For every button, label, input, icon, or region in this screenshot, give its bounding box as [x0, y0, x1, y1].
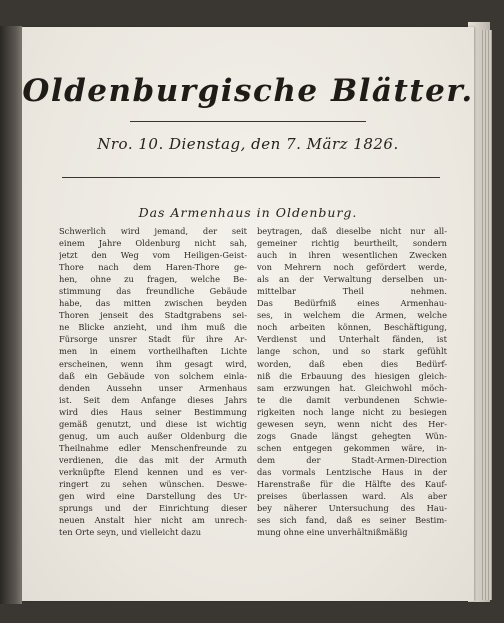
- text-line: von Mehrern noch gefördert werde,: [257, 262, 447, 273]
- text-line: Thore nach dem Haren-Thore ge-: [59, 262, 247, 273]
- text-column-right: [257, 225, 447, 538]
- text-line: lange schon, und so stark gefühlt: [257, 346, 447, 357]
- text-line: gemeiner richtig beurtheilt, sondern: [257, 238, 447, 249]
- text-line: mung ohne eine unverhältnißmäßig: [257, 527, 408, 538]
- newspaper-page: [22, 27, 474, 601]
- article-title: Das Armenhaus in Oldenburg.: [138, 205, 358, 220]
- text-line: stimmung das freundliche Gebäude: [59, 286, 247, 297]
- book-gutter-shadow: [0, 26, 22, 604]
- text-line: ist. Seit dem Anfange dieses Jahrs: [59, 394, 247, 405]
- text-line: jetzt den Weg vom Heiligen-Geist-: [59, 250, 247, 261]
- text-line: dem der Stadt-Armen-Direction: [257, 454, 447, 465]
- text-line: te die damit verbundenen Schwie-: [257, 394, 447, 405]
- text-line: gen wird eine Darstellung des Ur-: [59, 491, 247, 502]
- text-line: schen entgegen gekommen wäre, in-: [257, 442, 447, 453]
- page-stack-edges: [480, 30, 492, 600]
- text-line: bey näherer Untersuchung des Hau-: [257, 503, 447, 514]
- text-line: hen, ohne zu fragen, welche Be-: [59, 274, 247, 285]
- text-line: verdienen, die das mit der Armuth: [59, 454, 247, 465]
- text-line: Schwerlich wird jemand, der seit: [59, 226, 247, 236]
- text-line: erscheinen, wenn ihm gesagt wird,: [59, 358, 247, 369]
- text-line: ten Orte seyn, und vielleicht dazu: [59, 527, 202, 538]
- text-line: verknüpfte Elend kennen und es ver-: [59, 466, 247, 477]
- text-line: gewesen seyn, wenn nicht des Her-: [257, 418, 447, 429]
- text-line: wird dies Haus seiner Bestimmung: [59, 406, 247, 417]
- text-line: niß die Erbauung des hiesigen gleich-: [257, 370, 447, 381]
- text-line: genug, um auch außer Oldenburg die: [59, 430, 247, 441]
- text-line: preises überlassen ward. Als aber: [257, 491, 447, 502]
- text-line: denden Aussehn unser Armenhaus: [59, 382, 247, 393]
- text-line: beytragen, daß dieselbe nicht nur all-: [257, 226, 447, 236]
- text-line: daß ein Gebäude von solchem einla-: [59, 370, 247, 381]
- text-line: neuen Anstalt hier nicht am unrech-: [59, 515, 247, 526]
- text-line: Harenstraße für die Hälfte des Kauf-: [257, 478, 447, 489]
- text-line: rigkeiten noch lange nicht zu besiegen: [257, 406, 447, 417]
- text-line: mittelbar Theil nehmen.: [257, 286, 447, 297]
- text-line: als an der Verwaltung derselben un-: [257, 274, 447, 285]
- text-line: Das Bedürfniß eines Armenhau-: [257, 298, 447, 309]
- text-line: Theilnahme edler Menschenfreunde zu: [59, 442, 247, 453]
- text-line: habe, das mitten zwischen beyden: [59, 298, 247, 309]
- text-line: ne Blicke anzieht, und ihm muß die: [59, 322, 247, 333]
- text-line: Fürsorge unsrer Stadt für ihre Ar-: [59, 334, 247, 345]
- text-line: sam erzwungen hat. Gleichwohl möch-: [257, 382, 447, 393]
- text-line: ringert zu sehen wünschen. Deswe-: [59, 478, 247, 489]
- text-line: Verdienst und Unterhalt fänden, ist: [257, 334, 447, 345]
- text-line: einem Jahre Oldenburg nicht sah,: [59, 238, 247, 249]
- text-line: zogs Gnade längst gehegten Wün-: [257, 430, 447, 441]
- masthead-rule: [130, 121, 366, 122]
- text-line: noch arbeiten können, Beschäftigung,: [257, 322, 447, 333]
- masthead-title: Oldenburgische Blätter.: [22, 73, 474, 109]
- text-line: ses, in welchem die Armen, welche: [257, 310, 447, 321]
- text-line: gemäß genutzt, und diese ist wichtig: [59, 418, 247, 429]
- text-line: ses sich fand, daß es seiner Bestim-: [257, 515, 447, 526]
- text-line: sprungs und der Einrichtung dieser: [59, 503, 247, 514]
- text-line: worden, daß eben dies Bedürf-: [257, 358, 447, 369]
- text-column-left: [59, 225, 247, 538]
- text-line: das vormals Lentzische Haus in der: [257, 466, 447, 477]
- issue-dateline: Nro. 10. Dienstag, den 7. März 1826.: [97, 135, 399, 153]
- header-divider: [62, 177, 440, 178]
- text-line: auch in ihren wesentlichen Zwecken: [257, 250, 447, 261]
- text-line: men in einem vortheilhaften Lichte: [59, 346, 247, 357]
- text-line: Thoren jenseit des Stadtgrabens sei-: [59, 310, 247, 321]
